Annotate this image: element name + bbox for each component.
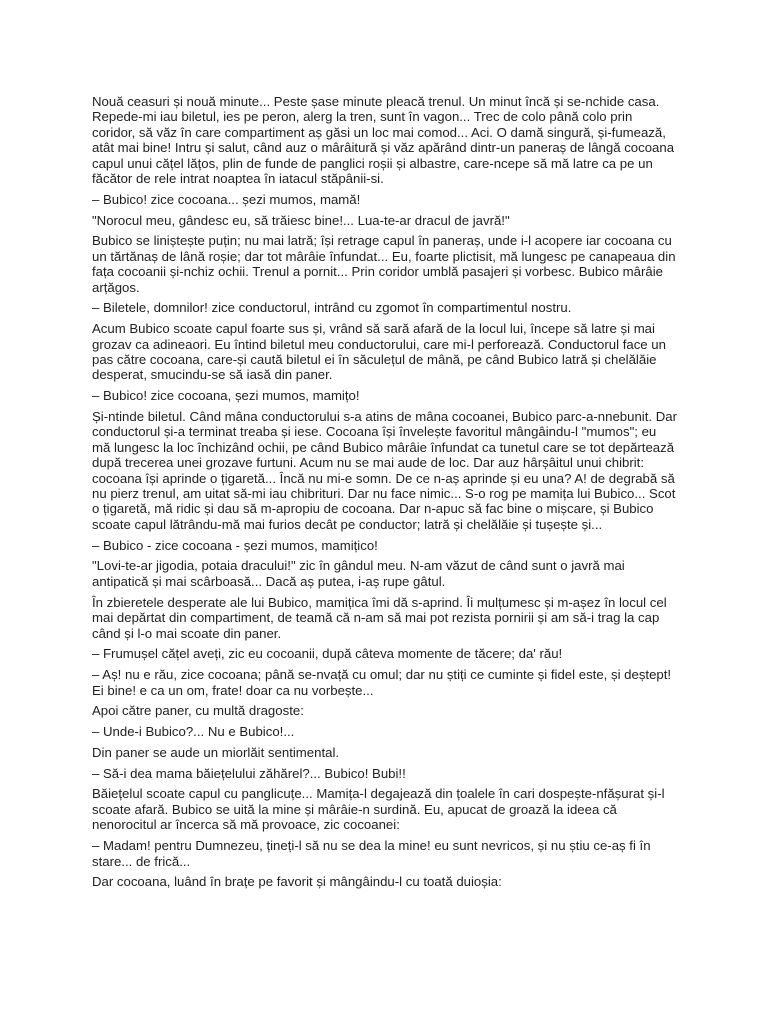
paragraph: – Madam! pentru Dumnezeu, țineți-l să nu se dea la mine! eu sunt nevricos, și nu știu ce-aș fi în stare... de frică... — [92, 838, 651, 869]
paragraph: Dar cocoana, luând în brațe pe favorit și mângâindu-l cu toată duioșia: — [92, 874, 502, 890]
paragraph: – Bubico! zice cocoana, șezi mumos, mamițo! — [92, 388, 360, 404]
paragraph: Nouă ceasuri și nouă minute... Peste șase minute pleacă trenul. Un minut încă și se-nchide casa. Repede-mi iau biletul, ies pe peron, alerg la tren, sunt în vagon... Trec de colo până colo prin coridor, să văz în care compartiment aș găsi un loc mai comod... Aci. O damă singură, și-fumează, atât mai bine! Intru și salut, când auz o mârâitură și văz apărând dintr-un paneraș de lângă cocoana capul unui cățel lățos, plin de funde de panglici roșii și albastre, care-ncepe să mă latre ca pe un făcător de rele intrat noaptea în iatacul stăpânii-si. — [92, 94, 675, 187]
paragraph: Din paner se aude un miorlăit sentimental. — [92, 744, 340, 760]
paragraph: – Bubico! zice cocoana... șezi mumos, mamă! — [92, 191, 361, 207]
paragraph: "Lovi-te-ar jigodia, potaia dracului!" zic în gândul meu. N-am văzut de când sunt o javră mai antipatică și mai scârboasă... Dacă aș putea, i-aș rupe gâtul. — [92, 558, 625, 589]
paragraph: Acum Bubico scoate capul foarte sus și, vrând să sară afară de la locul lui, începe să latre și mai grozav ca adineaori. Eu întind biletul meu conductorului, care mi-l perforează. Conductorul face un pas către cocoana, care-și caută biletul ei în săculețul de mână, pe când Bubico latră și chelălăie desperat, smucindu-se să iasă din paner. — [92, 321, 666, 383]
text-column — [92, 94, 677, 895]
paragraph: – Biletele, domnilor! zice conductorul, intrând cu zgomot în compartimentul nostru. — [92, 300, 572, 316]
paragraph: În zbieretele desperate ale lui Bubico, mamițica îmi dă s-aprind. Îi mulțumesc și m-așez în locul cel mai depărtat din compartiment, de teamă că n-am să mai pot rezista pornirii și am să-i trag la cap când și l-o mai scoate din paner. — [92, 594, 667, 641]
paragraph: Și-ntinde biletul. Când mâna conductorului s-a atins de mâna cocoanei, Bubico parc-a-nnebunit. Dar conductorul și-a terminat treaba și iese. Cocoana își învelește favoritul mângâindu-l "mumos"; eu mă lungesc la loc închizând ochii, pe când Bubico mârâie înfundat ca tunetul care se tot depărtează după trecerea unei grozave furtuni. Acum nu se mai aude de loc. Dar auz hârșâitul unui chibrit: cocoana își aprinde o țigaretă... Încă nu mi-e somn. De ce n-aș aprinde și eu una? A! de degrabă să nu pierz trenul, am uitat să-mi iau chibrituri. Dar nu face nimic... S-o rog pe mamița lui Bubico... Scot o țigaretă, mă ridic și dau să m-apropiu de cocoana. Dar n-apuc să fac bine o mișcare, și Bubico scoate capul lătrându-mă mai furios decât pe conductor; latră și chelălăie și tușește și... — [92, 409, 677, 532]
paragraph: – Aș! nu e rău, zice cocoana; până se-nvață cu omul; dar nu știți ce cuminte și fidel este, și deștept! Ei bine! e ca un om, frate! doar ca nu vorbește... — [92, 667, 672, 698]
paragraph: Băiețelul scoate capul cu panglicuțe... Mamița-l degajează din țoalele în cari dospește-nfășurat și-l scoate afară. Bubico se uită la mine și mârâie-n surdină. Eu, apucat de groază la ideea că nenorocitul ar încerca să mă provoace, zic cocoanei: — [92, 786, 665, 833]
paragraph: Bubico se liniștește puțin; nu mai latră; își retrage capul în paneraș, unde i-l acopere iar cocoana cu un tărtănaș de lână roșie; dar tot mârâie înfundat... Eu, foarte plictisit, mă lungesc pe canapeaua din fața cocoanii și-nchiz ochii. Trenul a pornit... Prin coridor umblă pasajeri și vorbesc. Bubico mârâie arțăgos. — [92, 233, 676, 295]
paragraph: – Să-i dea mama băiețelului zăhărel?... Bubico! Bubi!! — [92, 765, 406, 781]
paragraph: Apoi către paner, cu multă dragoste: — [92, 703, 304, 719]
paragraph: – Unde-i Bubico?... Nu e Bubico!... — [92, 724, 295, 740]
paragraph: – Frumușel cățel aveți, zic eu cocoanii, după câteva momente de tăcere; da' rău! — [92, 646, 563, 662]
paragraph: – Bubico - zice cocoana - șezi mumos, mamițico! — [92, 537, 378, 553]
paragraph: "Norocul meu, gândesc eu, să trăiesc bine!... Lua-te-ar dracul de javră!" — [92, 212, 510, 228]
